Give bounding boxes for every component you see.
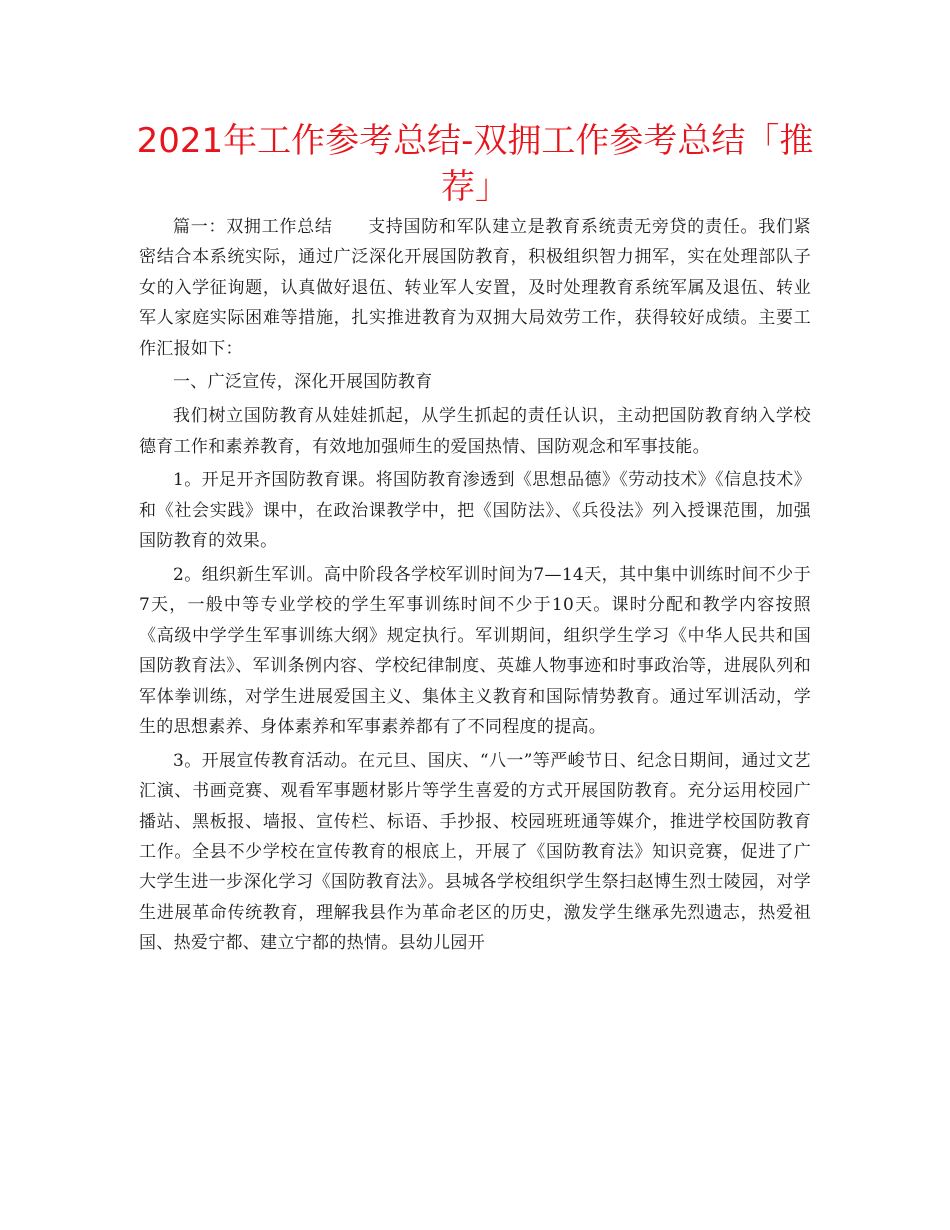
document-title: 2021年工作参考总结-双拥工作参考总结「推荐」 (136, 121, 814, 207)
section-heading-1: 一、广泛宣传，深化开展国防教育 (173, 372, 433, 393)
paragraph-item-2: 2。组织新生军训。高中阶段各学校军训时间为7—14天，其中集中训练时间不少于7天，一般中等专业学校的学生军事训练时间不少于10天。课时分配和教学内容按照《高级中学学生军事训练大纲》规定执行。军训期间，组织学生学习《中华人民共和国国防教育法》、军训条例内容、学校纪律制度、英雄人物事迹和时事政治等，进展队列和军体拳训练，对学生进展爱国主义、集体主义教育和国际情势教育。通过军训活动，学生的思想素养、身体素养和军事素养都有了不同程度的提高。 (139, 565, 811, 738)
paragraph-item-3: 3。开展宣传教育活动。在元旦、国庆、“八一”等严峻节日、纪念日期间，通过文艺汇演、书画竞赛、观看军事题材影片等学生喜爱的方式开展国防教育。充分运用校园广播站、黑板报、墙报、宣传栏、标语、手抄报、校园班班通等媒介，推进学校国防教育工作。全县不少学校在宣传教育的根底上，开展了《国防教育法》知识竞赛，促进了广大学生进一步深化学习《国防教育法》。县城各学校组织学生祭扫赵博生烈士陵园，对学生进展革命传统教育，理解我县作为革命老区的历史，激发学生继承先烈遗志，热爱祖国、热爱宁都、建立宁都的热情。县幼儿园开 (139, 750, 811, 954)
paragraph-item-1: 1。开足开齐国防教育课。将国防教育渗透到《思想品德》《劳动技术》《信息技术》和《社会实践》课中，在政治课教学中，把《国防法》、《兵役法》列入授课范围，加强国防教育的效果。 (139, 470, 811, 552)
document-body (139, 212, 811, 962)
paragraph-section-1-intro: 我们树立国防教育从娃娃抓起，从学生抓起的责任认识，主动把国防教育纳入学校德育工作和素养教育，有效地加强师生的爱国热情、国防观念和军事技能。 (139, 406, 811, 457)
paragraph-intro: 篇一：双拥工作总结 支持国防和军队建立是教育系统责无旁贷的责任。我们紧密结合本系统实际，通过广泛深化开展国防教育，积极组织智力拥军，实在处理部队子女的入学征询题，认真做好退伍、转业军人安置，及时处理教育系统军属及退伍、转业军人家庭实际困难等措施，扎实推进教育为双拥大局效劳工作，获得较好成绩。主要工作汇报如下： (139, 217, 811, 359)
